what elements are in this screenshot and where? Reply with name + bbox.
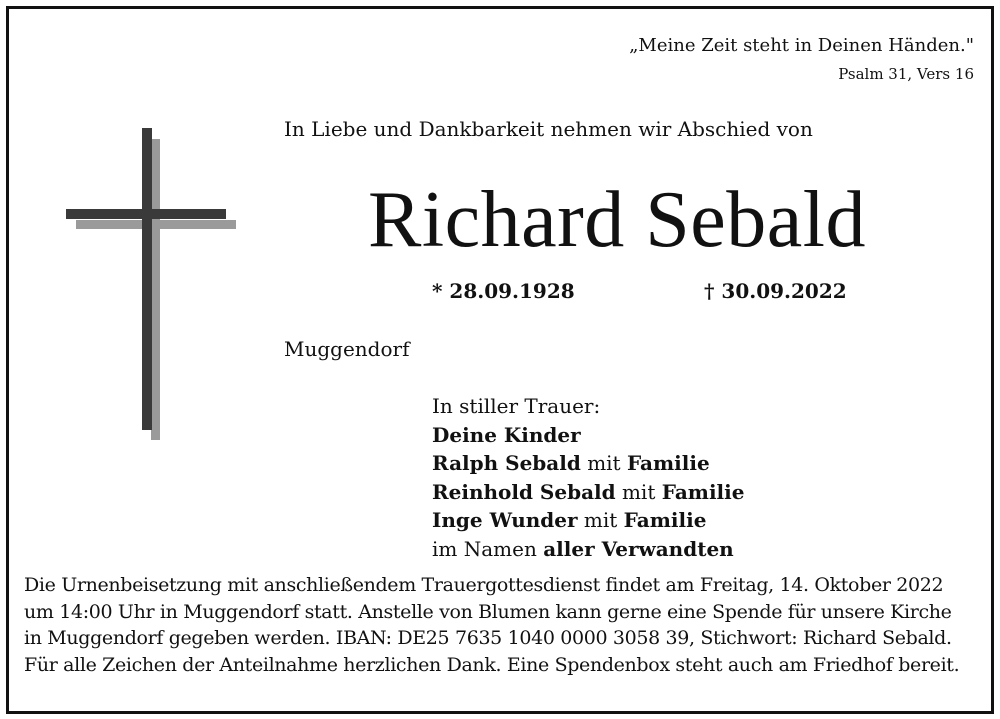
mourner-line — [432, 449, 744, 478]
notice-line: Die Urnenbeisetzung mit anschließendem Trauergottesdienst findet am Freitag, 14. Oktober 2022 — [24, 574, 944, 596]
psalm-reference: Psalm 31, Vers 16 — [838, 65, 974, 83]
mourners-list — [432, 392, 744, 563]
cross-icon — [0, 0, 260, 460]
birth-date: * 28.09.1928 — [432, 279, 575, 303]
mit-text: mit — [583, 508, 618, 532]
psalm-quote-block — [629, 34, 974, 86]
notice-line: Für alle Zeichen der Anteilnahme herzlichen Dank. Eine Spendenbox steht auch am Friedhof bereit. — [24, 653, 960, 676]
notice-line: um 14:00 Uhr in Muggendorf statt. Anstelle von Blumen kann gerne eine Spende für unsere Kirche — [24, 600, 952, 623]
mourner-name: Inge Wunder — [432, 508, 578, 532]
relatives-prefix: im Namen — [432, 536, 537, 561]
mourner-name: Reinhold Sebald — [432, 479, 616, 504]
mourning-heading: In stiller Trauer: — [432, 394, 601, 418]
farewell-intro: In Liebe und Dankbarkeit nehmen wir Abschied von — [284, 117, 813, 141]
funeral-notice — [24, 572, 979, 678]
hometown: Muggendorf — [284, 337, 410, 361]
mourner-name: Ralph Sebald — [432, 451, 581, 475]
mit-text: mit — [621, 479, 656, 504]
familie-text: Familie — [626, 451, 710, 475]
familie-text: Familie — [623, 508, 707, 532]
mourner-children: Deine Kinder — [432, 422, 581, 447]
notice-line: in Muggendorf gegeben werden. IBAN: DE25 7635 1040 0000 3058 39, Stichwort: Richard Sebald. — [24, 627, 952, 649]
death-date: † 30.09.2022 — [704, 279, 847, 303]
relatives-bold: aller Verwandten — [543, 536, 734, 561]
mourner-line — [432, 506, 744, 535]
mourner-relatives — [432, 535, 744, 564]
psalm-quote: „Meine Zeit steht in Deinen Händen." — [629, 35, 974, 56]
deceased-name: Richard Sebald — [368, 176, 866, 264]
mit-text: mit — [587, 451, 621, 475]
familie-text: Familie — [661, 479, 745, 504]
mourner-line — [432, 478, 744, 507]
